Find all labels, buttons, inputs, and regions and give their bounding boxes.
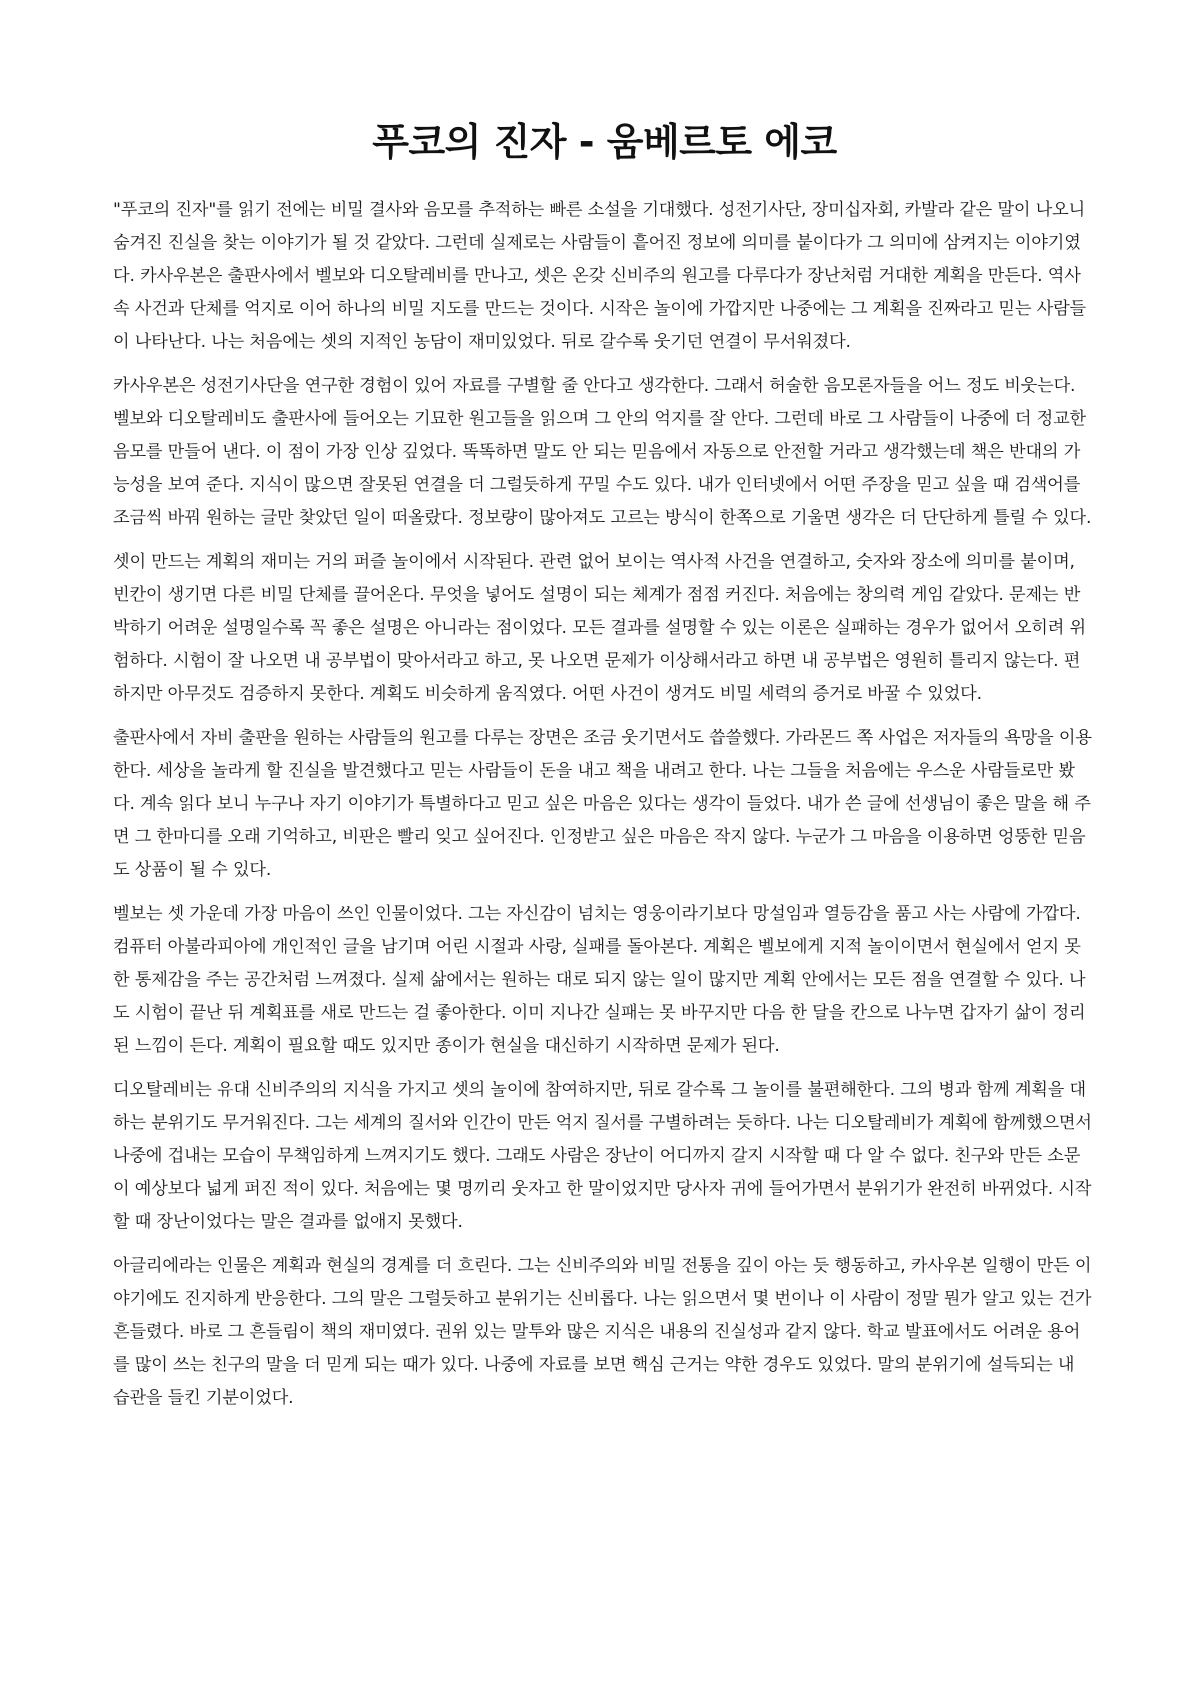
paragraph: 아글리에라는 인물은 계획과 현실의 경계를 더 흐린다. 그는 신비주의와 비밀 전통을 깊이 아는 듯 행동하고, 카사우본 일행이 만든 이야기에도 진지하게 반응한다. 그의 말은 그럴듯하고 분위기는 신비롭다. 나는 읽으면서 몇 번이나 이 사람이 정말 뭔가 알고 있는 건가 흔들렸다. 바로 그 흔들림이 책의 재미였다. 권위 있는 말투와 많은 지식은 내용의 진실성과 같지 않다. 학교 발표에서도 어려운 용어를 많이 쓰는 친구의 말을 더 믿게 되는 때가 있다. 나중에 자료를 보면 핵심 근거는 약한 경우도 있었다. 말의 분위기에 설득되는 내 습관을 들킨 기분이었다.	[113, 1256, 1092, 1408]
paragraph: "푸코의 진자"를 읽기 전에는 비밀 결사와 음모를 추적하는 빠른 소설을 기대했다. 성전기사단, 장미십자회, 카발라 같은 말이 나오니 숨겨진 진실을 찾는 이야기가 될 것 같았다. 그런데 실제로는 사람들이 흩어진 정보에 의미를 붙이다가 그 의미에 삼켜지는 이야기였다. 카사우본은 출판사에서 벨보와 디오탈레비를 만나고, 셋은 온갖 신비주의 원고를 다루다가 장난처럼 거대한 계획을 만든다. 역사 속 사건과 단체를 억지로 이어 하나의 비밀 지도를 만드는 것이다. 시작은 놀이에 가깝지만 나중에는 그 계획을 진짜라고 믿는 사람들이 나타난다. 나는 처음에는 셋의 지적인 농담이 재미있었다. 뒤로 갈수록 웃기던 연결이 무서워졌다.	[113, 200, 1086, 352]
paragraph: 카사우본은 성전기사단을 연구한 경험이 있어 자료를 구별할 줄 안다고 생각한다. 그래서 허술한 음모론자들을 어느 정도 비웃는다. 벨보와 디오탈레비도 출판사에 들어오는 기묘한 원고들을 읽으며 그 안의 억지를 잘 안다. 그런데 바로 그 사람들이 나중에 더 정교한 음모를 만들어 낸다. 이 점이 가장 인상 깊었다. 똑똑하면 말도 안 되는 믿음에서 자동으로 안전할 거라고 생각했는데 책은 반대의 가능성을 보여 준다. 지식이 많으면 잘못된 연결을 더 그럴듯하게 꾸밀 수도 있다. 내가 인터넷에서 어떤 주장을 믿고 싶을 때 검색어를 조금씩 바꿔 원하는 글만 찾았던 일이 떠올랐다. 정보량이 많아져도 고르는 방식이 한쪽으로 기울면 생각은 더 단단하게 틀릴 수 있다.	[113, 376, 1092, 528]
paragraph: 벨보는 셋 가운데 가장 마음이 쓰인 인물이었다. 그는 자신감이 넘치는 영웅이라기보다 망설임과 열등감을 품고 사는 사람에 가깝다. 컴퓨터 아불라피아에 개인적인 글을 남기며 어린 시절과 사랑, 실패를 돌아본다. 계획은 벨보에게 지적 놀이이면서 현실에서 얻지 못한 통제감을 주는 공간처럼 느껴졌다. 실제 삶에서는 원하는 대로 되지 않는 일이 많지만 계획 안에서는 모든 점을 연결할 수 있다. 나도 시험이 끝난 뒤 계획표를 새로 만드는 걸 좋아한다. 이미 지나간 실패는 못 바꾸지만 다음 한 달을 칸으로 나누면 갑자기 삶이 정리된 느낌이 든다. 계획이 필요할 때도 있지만 종이가 현실을 대신하기 시작하면 문제가 된다.	[113, 904, 1086, 1056]
document-title: 푸코의 진자 - 움베르토 에코	[372, 120, 837, 164]
paragraph: 출판사에서 자비 출판을 원하는 사람들의 원고를 다루는 장면은 조금 웃기면서도 씁쓸했다. 가라몬드 쪽 사업은 저자들의 욕망을 이용한다. 세상을 놀라게 할 진실을 발견했다고 믿는 사람들이 돈을 내고 책을 내려고 한다. 나는 그들을 처음에는 우스운 사람들로만 봤다. 계속 읽다 보니 누구나 자기 이야기가 특별하다고 믿고 싶은 마음은 있다는 생각이 들었다. 내가 쓴 글에 선생님이 좋은 말을 해 주면 그 한마디를 오래 기억하고, 비판은 빨리 잊고 싶어진다. 인정받고 싶은 마음은 작지 않다. 누군가 그 마음을 이용하면 엉뚱한 믿음도 상품이 될 수 있다.	[113, 728, 1092, 880]
paragraph: 셋이 만드는 계획의 재미는 거의 퍼즐 놀이에서 시작된다. 관련 없어 보이는 역사적 사건을 연결하고, 숫자와 장소에 의미를 붙이며, 빈칸이 생기면 다른 비밀 단체를 끌어온다. 무엇을 넣어도 설명이 되는 체계가 점점 커진다. 처음에는 창의력 게임 같았다. 문제는 반박하기 어려운 설명일수록 꼭 좋은 설명은 아니라는 점이었다. 모든 결과를 설명할 수 있는 이론은 실패하는 경우가 없어서 오히려 위험하다. 시험이 잘 나오면 내 공부법이 맞아서라고 하고, 못 나오면 문제가 이상해서라고 하면 내 공부법은 영원히 틀리지 않는다. 편하지만 아무것도 검증하지 못한다. 계획도 비슷하게 움직였다. 어떤 사건이 생겨도 비밀 세력의 증거로 바꿀 수 있었다.	[113, 552, 1086, 704]
document-body	[113, 194, 1096, 1415]
paragraph: 디오탈레비는 유대 신비주의의 지식을 가지고 셋의 놀이에 참여하지만, 뒤로 갈수록 그 놀이를 불편해한다. 그의 병과 함께 계획을 대하는 분위기도 무거워진다. 그는 세계의 질서와 인간이 만든 억지 질서를 구별하려는 듯하다. 나는 디오탈레비가 계획에 함께했으면서 나중에 겁내는 모습이 무책임하게 느껴지기도 했다. 그래도 사람은 장난이 어디까지 갈지 시작할 때 다 알 수 없다. 친구와 만든 소문이 예상보다 넓게 퍼진 적이 있다. 처음에는 몇 명끼리 웃자고 한 말이었지만 당사자 귀에 들어가면서 분위기가 완전히 바뀌었다. 시작할 때 장난이었다는 말은 결과를 없애지 못했다.	[113, 1080, 1092, 1232]
